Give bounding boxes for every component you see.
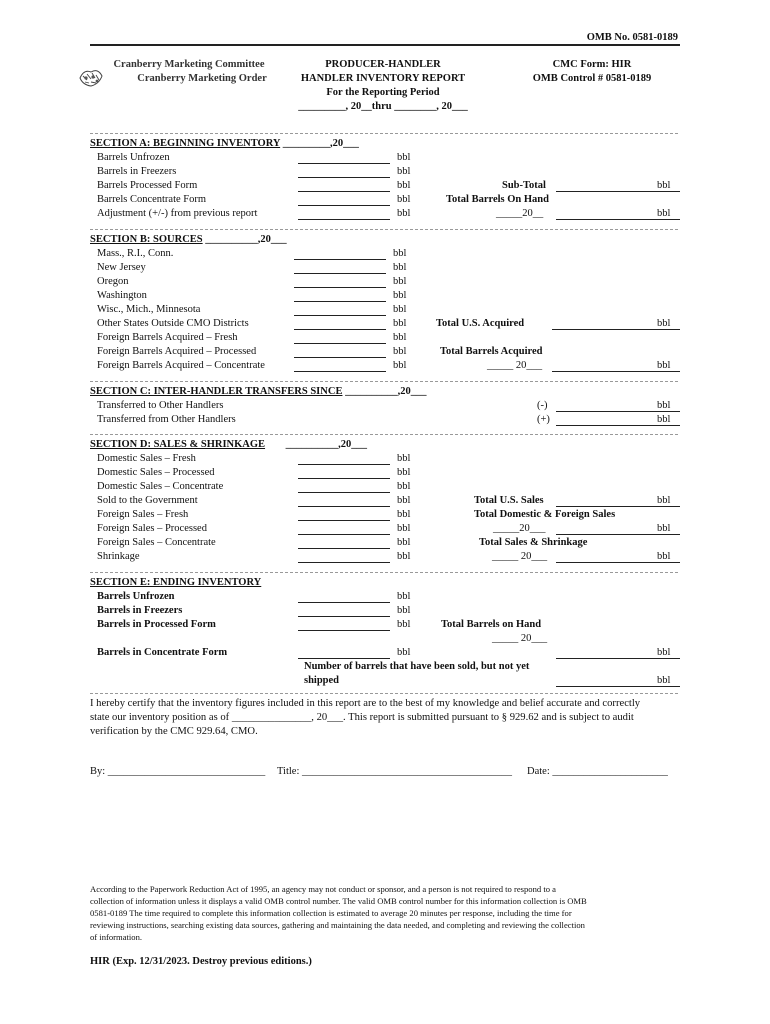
section-b-heading: SECTION B: SOURCES __________,20___ — [90, 234, 287, 245]
unit-label: bbl — [393, 318, 407, 329]
cmc-form: CMC Form: HIR — [552, 59, 632, 70]
list-item: Foreign Barrels Acquired – Processed — [97, 346, 257, 357]
list-item: Barrels in Processed Form — [97, 619, 216, 630]
list-item: Domestic Sales – Processed — [97, 467, 215, 478]
subtotal-label: Sub-Total — [502, 180, 546, 191]
unit-label: bbl — [393, 262, 407, 273]
blank-field[interactable] — [298, 506, 390, 507]
omb-control: OMB Control # 0581-0189 — [532, 73, 652, 84]
total-acquired-label: Total Barrels Acquired — [440, 346, 543, 357]
list-item: Foreign Sales – Fresh — [97, 509, 189, 520]
unit-label: bbl — [657, 208, 671, 219]
blank-field[interactable] — [294, 371, 386, 372]
blank-field[interactable] — [294, 315, 386, 316]
blank-field[interactable] — [298, 177, 390, 178]
total-on-hand-label: Total Barrels On Hand — [446, 194, 549, 205]
blank-field[interactable] — [298, 464, 390, 465]
list-item: New Jersey — [97, 262, 146, 273]
blank-field[interactable] — [294, 329, 386, 330]
blank-field[interactable] — [298, 630, 390, 631]
total-us-sales-label: Total U.S. Sales — [474, 495, 544, 506]
blank-field[interactable] — [298, 492, 390, 493]
total-on-hand-date[interactable]: _____20__ — [496, 208, 544, 219]
blank-field[interactable] — [298, 658, 390, 659]
unit-label: bbl — [397, 180, 411, 191]
blank-field[interactable] — [298, 478, 390, 479]
unit-label: bbl — [397, 481, 411, 492]
plus-sign: (+) — [537, 414, 550, 425]
section-e-heading: SECTION E: ENDING INVENTORY — [90, 577, 262, 588]
list-item: Shrinkage — [97, 551, 140, 562]
signature-date-field[interactable]: Date: ______________________ — [527, 766, 668, 777]
org-order: Cranberry Marketing Order — [137, 73, 267, 84]
unit-label: bbl — [393, 332, 407, 343]
unit-label: bbl — [657, 318, 671, 329]
list-item: Foreign Sales – Processed — [97, 523, 207, 534]
blank-field[interactable] — [298, 163, 390, 164]
blank-field[interactable] — [298, 562, 390, 563]
total-on-hand-field[interactable] — [556, 219, 680, 220]
unit-label: bbl — [397, 194, 411, 205]
unit-label: bbl — [393, 290, 407, 301]
list-item: Transferred from Other Handlers — [97, 414, 236, 425]
blank-field[interactable] — [294, 287, 386, 288]
unit-label: bbl — [393, 276, 407, 287]
blank-field[interactable] — [556, 425, 680, 426]
ending-total-date[interactable]: _____ 20___ — [492, 633, 548, 644]
list-item: Wisc., Mich., Minnesota — [97, 304, 201, 315]
unit-label: bbl — [657, 523, 671, 534]
certify-line1: I hereby certify that the inventory figures included in this report are to the best of my knowledge and belief accurate and correctly — [90, 698, 641, 709]
total-us-sales-field[interactable] — [556, 506, 680, 507]
total-domestic-foreign-date[interactable]: _____20___ — [493, 523, 546, 534]
subtotal-field[interactable] — [556, 191, 680, 192]
unit-label: bbl — [393, 248, 407, 259]
title-line1: PRODUCER-HANDLER — [325, 59, 441, 70]
ending-total-label: Total Barrels on Hand — [441, 619, 542, 630]
list-item: Sold to the Government — [97, 495, 198, 506]
list-item: Other States Outside CMO Districts — [97, 318, 249, 329]
total-acquired-date[interactable]: _____ 20___ — [487, 360, 543, 371]
unit-label: bbl — [397, 166, 411, 177]
list-item: Barrels in Freezers — [97, 166, 177, 177]
unit-label: bbl — [657, 414, 671, 425]
unit-label: bbl — [397, 208, 411, 219]
divider — [90, 381, 678, 382]
unit-label: bbl — [657, 400, 671, 411]
unit-label: bbl — [657, 675, 671, 686]
unit-label: bbl — [393, 304, 407, 315]
list-item: Mass., R.I., Conn. — [97, 248, 174, 259]
list-item: Transferred to Other Handlers — [97, 400, 224, 411]
total-sales-shrinkage-field[interactable] — [556, 562, 680, 563]
unit-label: bbl — [397, 537, 411, 548]
list-item: Domestic Sales – Fresh — [97, 453, 196, 464]
blank-field[interactable] — [294, 343, 386, 344]
blank-field[interactable] — [298, 205, 390, 206]
blank-field[interactable] — [294, 259, 386, 260]
unit-label: bbl — [397, 523, 411, 534]
blank-field[interactable] — [294, 301, 386, 302]
list-item: Foreign Sales – Concentrate — [97, 537, 216, 548]
list-item: Washington — [97, 290, 147, 301]
total-sales-shrinkage-label: Total Sales & Shrinkage — [479, 537, 588, 548]
omb-number: OMB No. 0581-0189 — [586, 32, 678, 43]
unit-label: bbl — [397, 605, 411, 616]
section-d-heading: SECTION D: SALES & SHRINKAGE __________,20___ — [90, 439, 368, 450]
total-domestic-foreign-label: Total Domestic & Foreign Sales — [474, 509, 616, 520]
blank-field[interactable] — [294, 273, 386, 274]
section-a-heading: SECTION A: BEGINNING INVENTORY _________,20___ — [90, 138, 359, 149]
section-c-heading: SECTION C: INTER-HANDLER TRANSFERS SINCE __________,20___ — [90, 386, 427, 397]
list-item: Oregon — [97, 276, 129, 287]
notice-line: collection of information unless it displays a valid OMB control number. The valid OMB control number for this information collection is OMB — [90, 896, 587, 906]
unit-label: bbl — [397, 591, 411, 602]
notice-line: of information. — [90, 932, 143, 942]
divider — [90, 572, 678, 573]
list-item: Barrels Unfrozen — [97, 152, 170, 163]
list-item: Barrels Processed Form — [97, 180, 198, 191]
list-item: Foreign Barrels Acquired – Fresh — [97, 332, 238, 343]
list-item: Adjustment (+/-) from previous report — [97, 208, 258, 219]
unit-label: bbl — [393, 346, 407, 357]
reporting-period[interactable]: _________, 20__thru ________, 20___ — [298, 101, 468, 112]
ending-total-field[interactable] — [556, 658, 680, 659]
unit-label: bbl — [657, 360, 671, 371]
certify-line3: verification by the CMC 929.64, CMO. — [90, 726, 258, 737]
unit-label: bbl — [657, 647, 671, 658]
blank-field[interactable] — [298, 219, 390, 220]
divider — [90, 693, 678, 694]
signature-title-field[interactable]: Title: ________________________________________ — [277, 766, 512, 777]
signature-by-field[interactable]: By: ______________________________ — [90, 766, 266, 777]
list-item: Domestic Sales – Concentrate — [97, 481, 224, 492]
blank-field[interactable] — [298, 520, 390, 521]
sold-not-shipped-label-2: shipped — [304, 675, 340, 686]
unit-label: bbl — [397, 647, 411, 658]
list-item: Barrels in Concentrate Form — [97, 647, 228, 658]
blank-field[interactable] — [298, 602, 390, 603]
total-sales-shrinkage-date[interactable]: _____ 20___ — [492, 551, 548, 562]
unit-label: bbl — [393, 360, 407, 371]
total-us-acquired-field[interactable] — [552, 329, 680, 330]
total-domestic-foreign-field[interactable] — [556, 534, 680, 535]
divider — [90, 434, 678, 435]
blank-field[interactable] — [294, 357, 386, 358]
blank-field[interactable] — [298, 548, 390, 549]
blank-field[interactable] — [298, 534, 390, 535]
unit-label: bbl — [397, 619, 411, 630]
notice-line: reviewing instructions, searching existing data sources, gathering and maintaining the data needed, and completing and reviewing the collection — [90, 920, 585, 930]
minus-sign: (-) — [537, 400, 548, 411]
unit-label: bbl — [657, 551, 671, 562]
divider — [90, 133, 678, 134]
unit-label: bbl — [397, 509, 411, 520]
certify-line2[interactable]: state our inventory position as of _______________, 20___. This report is submitted pursuant to § 929.62 and is subject to audit — [90, 712, 634, 723]
unit-label: bbl — [397, 495, 411, 506]
unit-label: bbl — [397, 152, 411, 163]
total-us-acquired-label: Total U.S. Acquired — [436, 318, 525, 329]
list-item: Barrels in Freezers — [97, 605, 183, 616]
list-item: Barrels Unfrozen — [97, 591, 175, 602]
title-line3: For the Reporting Period — [326, 87, 440, 98]
sold-not-shipped-field[interactable] — [556, 686, 680, 687]
blank-field[interactable] — [298, 616, 390, 617]
unit-label: bbl — [397, 453, 411, 464]
blank-field[interactable] — [298, 191, 390, 192]
title-line2: HANDLER INVENTORY REPORT — [300, 73, 466, 84]
list-item: Barrels Concentrate Form — [97, 194, 207, 205]
list-item: Foreign Barrels Acquired – Concentrate — [97, 360, 265, 371]
header-rule — [90, 44, 680, 46]
org-committee: Cranberry Marketing Committee — [113, 59, 265, 70]
sold-not-shipped-label: Number of barrels that have been sold, but not yet — [304, 661, 530, 672]
notice-line: 0581-0189 The time required to complete this information collection is estimated to average 20 minutes per response, including the time for — [90, 908, 572, 918]
unit-label: bbl — [397, 551, 411, 562]
unit-label: bbl — [657, 180, 671, 191]
divider — [90, 229, 678, 230]
unit-label: bbl — [397, 467, 411, 478]
total-acquired-field[interactable] — [552, 371, 680, 372]
unit-label: bbl — [657, 495, 671, 506]
notice-line: According to the Paperwork Reduction Act of 1995, an agency may not conduct or sponsor, and a person is not required to respond to a — [90, 884, 556, 894]
blank-field[interactable] — [556, 411, 680, 412]
form-footer: HIR (Exp. 12/31/2023. Destroy previous editions.) — [90, 956, 312, 967]
